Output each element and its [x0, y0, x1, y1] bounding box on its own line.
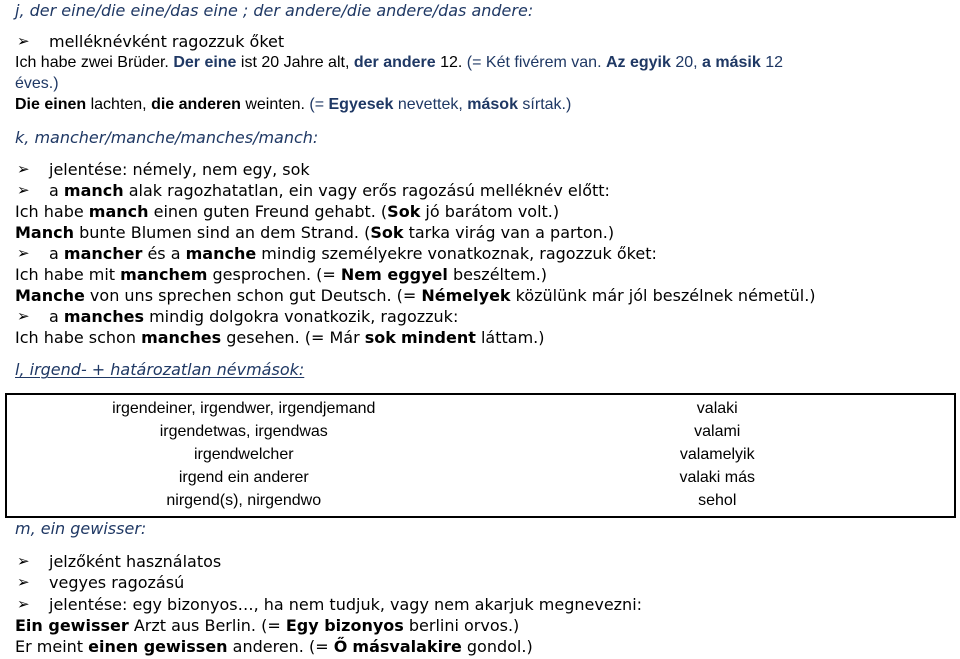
section-m-bullet-3: ➢ jelentése: egy bizonyos…, ha nem tudjuk, vagy nem akarjuk megnevezni:: [17, 595, 643, 614]
table-cell-hungarian: [481, 394, 956, 517]
hungarian-term: sehol: [698, 492, 737, 509]
hungarian-term: valaki: [696, 400, 738, 417]
arrow-bullet-icon: ➢: [17, 181, 30, 199]
hungarian-term: valaki más: [679, 469, 756, 486]
german-term: irgend ein anderer: [178, 469, 309, 486]
arrow-bullet-icon: ➢: [17, 244, 30, 262]
section-k-heading: k, mancher/manche/manches/manch:: [15, 128, 319, 147]
arrow-bullet-icon: ➢: [17, 307, 30, 325]
section-m-bullet-2: ➢ vegyes ragozású: [17, 573, 185, 592]
irgend-pronoun-table: [5, 393, 956, 518]
section-k-example-3: Ich habe mit manchem gesprochen. (= Nem eggyel beszéltem.): [15, 265, 548, 284]
german-term: irgendwelcher: [193, 446, 294, 463]
section-k-bullet-1: ➢ jelentése: némely, nem egy, sok: [17, 160, 310, 179]
german-term: irgendeiner, irgendwer, irgendjemand: [112, 400, 376, 417]
bullet-text: melléknévként ragozzuk őket: [49, 32, 285, 51]
section-k-example-4: Manche von uns sprechen schon gut Deutsch. (= Némelyek közülünk már jól beszélnek németül.): [15, 286, 816, 305]
table-cell-german: [6, 394, 481, 517]
german-term: nirgend(s), nirgendwo: [166, 492, 322, 509]
arrow-bullet-icon: ➢: [17, 595, 30, 613]
section-m-bullet-1: ➢ jelzőként használatos: [17, 552, 222, 571]
table-row: [6, 394, 955, 517]
section-j-example-1: Ich habe zwei Brüder. Der eine ist 20 Jahre alt, der andere 12. (= Két fivérem van. Az egyik 20, a másik 12: [15, 54, 783, 71]
section-k-example-5: Ich habe schon manches gesehen. (= Már sok mindent láttam.): [15, 328, 545, 347]
section-j-example-2: Die einen lachten, die anderen weinten. (= Egyesek nevettek, mások sírtak.): [15, 96, 572, 113]
section-j-example-1-cont: éves.): [15, 75, 59, 92]
section-k-bullet-4: ➢ a manches mindig dolgokra vonatkozik, ragozzuk:: [17, 307, 459, 326]
section-m-example-1: Ein gewisser Arzt aus Berlin. (= Egy bizonyos berlini orvos.): [15, 616, 520, 635]
section-j-bullet-1: [15, 31, 284, 52]
section-k-example-1: Ich habe manch einen guten Freund gehabt. (Sok jó barátom volt.): [15, 202, 560, 221]
german-term: irgendetwas, irgendwas: [159, 423, 328, 440]
section-j-heading: j, der eine/die eine/das eine ; der andere/die andere/das andere:: [15, 1, 534, 20]
section-k-bullet-2: ➢ a manch alak ragozhatatlan, ein vagy erős ragozású melléknév előtt:: [17, 181, 610, 200]
arrow-bullet-icon: ➢: [17, 32, 30, 50]
section-k-bullet-3: ➢ a mancher és a manche mindig személyekre vonatkoznak, ragozzuk őket:: [17, 244, 657, 263]
arrow-bullet-icon: ➢: [17, 160, 30, 178]
hungarian-term: valami: [694, 423, 741, 440]
hungarian-term: valamelyik: [679, 446, 755, 463]
section-k-example-2: Manch bunte Blumen sind an dem Strand. (Sok tarka virág van a parton.): [15, 223, 615, 242]
section-l-heading: l, irgend- + határozatlan névmások:: [15, 360, 305, 379]
arrow-bullet-icon: ➢: [17, 552, 30, 570]
arrow-bullet-icon: ➢: [17, 573, 30, 591]
section-m-example-2: Er meint einen gewissen anderen. (= Ő másvalakire gondol.): [15, 637, 533, 656]
section-m-heading: m, ein gewisser:: [15, 519, 147, 538]
